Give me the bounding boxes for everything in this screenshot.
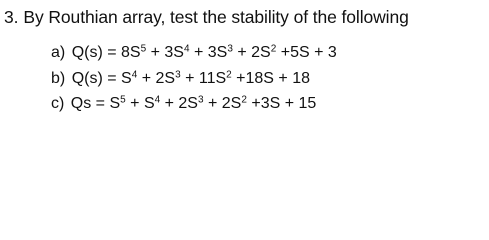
part-c-equation [51, 91, 337, 117]
term-text: + S [125, 95, 155, 112]
exponent: 5 [140, 43, 147, 55]
term-text: + 2S [232, 44, 271, 61]
exponent: 4 [154, 94, 161, 106]
exponent: 4 [131, 69, 138, 80]
part-a-equation [51, 40, 337, 66]
exponent: 2 [241, 94, 247, 106]
part-b-equation [51, 66, 337, 92]
exponent: 3 [197, 94, 204, 106]
part-label: a) [51, 44, 66, 61]
term-text: + 2S [137, 69, 176, 87]
term-text: + 3S [146, 44, 184, 61]
exponent: 3 [227, 43, 233, 55]
term-text: +5S + 3 [276, 44, 337, 61]
term-text: + 11S [180, 69, 227, 87]
term-text: 8S [116, 44, 141, 61]
term-text: S [105, 95, 121, 112]
equation-lhs: Qs = [70, 95, 106, 112]
exponent: 2 [270, 43, 277, 55]
term-text: + 3S [189, 44, 228, 61]
term-text: +3S + 15 [246, 95, 317, 112]
equation-lhs: Q(s) = [71, 44, 117, 61]
term-text: +18S + 18 [231, 69, 311, 87]
exponent: 4 [183, 43, 190, 55]
part-label: c) [51, 95, 65, 112]
term-text: S [116, 69, 132, 87]
part-label: b) [51, 69, 66, 87]
question-number: 3. [4, 7, 19, 27]
equation-lhs: Q(s) = [71, 69, 117, 87]
term-text: + 2S [160, 95, 198, 112]
question-text: By Routhian array, test the stability of the following [23, 7, 409, 27]
question-parts [51, 40, 337, 117]
term-text: + 2S [203, 95, 242, 112]
exponent: 3 [175, 69, 181, 80]
exponent: 2 [226, 69, 232, 80]
question-heading [4, 6, 409, 28]
exponent: 5 [120, 94, 126, 106]
